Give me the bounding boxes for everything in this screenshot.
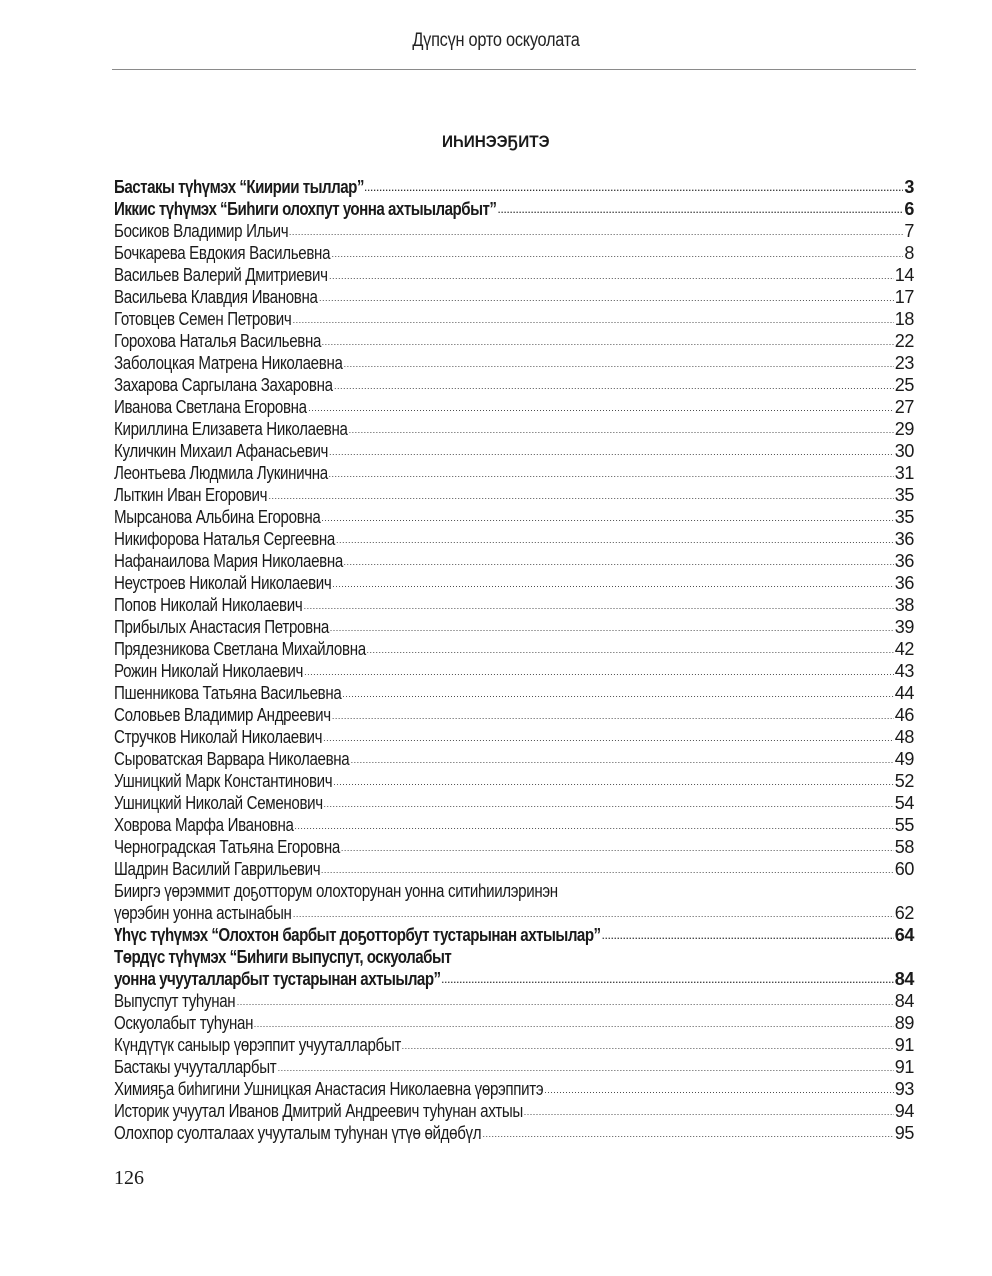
toc-entry[interactable] bbox=[114, 1012, 914, 1034]
toc-entry-title: Босиков Владимир Ильич bbox=[114, 221, 289, 241]
toc-entry-title: Ховрова Марфа Ивановна bbox=[114, 815, 294, 835]
toc-entry-page: 39 bbox=[894, 617, 914, 637]
toc-entry[interactable] bbox=[114, 880, 914, 902]
toc-entry-page: 18 bbox=[894, 309, 914, 329]
dot-leader bbox=[319, 287, 894, 309]
toc-entry-page: 36 bbox=[894, 529, 914, 549]
toc-entry[interactable] bbox=[114, 330, 914, 352]
toc-entry[interactable] bbox=[114, 484, 914, 506]
toc-entry-title: Ушницкий Марк Константинович bbox=[114, 771, 333, 791]
toc-entry[interactable] bbox=[114, 528, 914, 550]
toc-entry-title: Кириллина Елизавета Николаевна bbox=[114, 419, 348, 439]
dot-leader bbox=[323, 793, 893, 815]
dot-leader bbox=[293, 903, 894, 925]
toc-entry-title: Күндүтүк саныыр үөрэппит учууталларбыт bbox=[114, 1035, 401, 1055]
toc-entry[interactable] bbox=[114, 770, 914, 792]
toc-entry[interactable] bbox=[114, 792, 914, 814]
dot-leader bbox=[289, 221, 904, 243]
toc-entry-page: 38 bbox=[894, 595, 914, 615]
toc-entry-title: Оскуолабыт туһунан bbox=[114, 1013, 254, 1033]
dot-leader bbox=[441, 969, 893, 991]
toc-entry-title: Химияҕа биһигини Ушницкая Анастасия Николаевна үөрэппитэ bbox=[114, 1079, 544, 1099]
toc-entry-page: 84 bbox=[894, 969, 914, 989]
toc-entry-title: Готовцев Семен Петрович bbox=[114, 309, 292, 329]
toc-entry-page: 43 bbox=[894, 661, 914, 681]
toc-entry-page: 64 bbox=[894, 925, 914, 945]
toc-entry-page: 23 bbox=[894, 353, 914, 373]
toc-entry[interactable] bbox=[114, 176, 914, 198]
toc-entry-title: Төрдүс түһүмэх “Биһиги выпуспут, оскуолабыт bbox=[114, 947, 452, 967]
toc-entry[interactable] bbox=[114, 264, 914, 286]
dot-leader bbox=[304, 661, 894, 683]
toc-entry-title: Рожин Николай Николаевич bbox=[114, 661, 304, 681]
toc-entry-page: 36 bbox=[894, 573, 914, 593]
toc-entry-title: Лыткин Иван Егорович bbox=[114, 485, 268, 505]
toc-entry-page: 60 bbox=[894, 859, 914, 879]
toc-entry-title: Олохпор суолталаах учууталым туһунан үтүө өйдөбүл bbox=[114, 1123, 482, 1143]
toc-entry-page: 52 bbox=[894, 771, 914, 791]
dot-leader bbox=[602, 925, 894, 947]
dot-leader bbox=[341, 837, 894, 859]
toc-entry-title: Бочкарева Евдокия Васильевна bbox=[114, 243, 331, 263]
toc-entry[interactable] bbox=[114, 550, 914, 572]
toc-entry[interactable] bbox=[114, 594, 914, 616]
toc-entry[interactable] bbox=[114, 660, 914, 682]
toc-entry-page: 94 bbox=[894, 1101, 914, 1121]
dot-leader bbox=[544, 1079, 894, 1101]
toc-entry-page: 17 bbox=[894, 287, 914, 307]
dot-leader bbox=[482, 1123, 893, 1145]
toc-entry-page: 49 bbox=[894, 749, 914, 769]
toc-entry-title: Никифорова Наталья Сергеевна bbox=[114, 529, 335, 549]
toc-entry[interactable] bbox=[114, 374, 914, 396]
dot-leader bbox=[343, 551, 893, 573]
toc-entry-title: Куличкин Михаил Афанасьевич bbox=[114, 441, 329, 461]
dot-leader bbox=[321, 859, 894, 881]
toc-entry[interactable] bbox=[114, 506, 914, 528]
toc-entry[interactable] bbox=[114, 682, 914, 704]
toc-entry[interactable] bbox=[114, 902, 914, 924]
dot-leader bbox=[237, 991, 894, 1013]
dot-leader bbox=[344, 353, 894, 375]
toc-title bbox=[0, 132, 992, 152]
dot-leader bbox=[254, 1013, 894, 1035]
toc-entry[interactable] bbox=[114, 748, 914, 770]
toc-entry-title: Заболоцкая Матрена Николаевна bbox=[114, 353, 343, 373]
dot-leader bbox=[329, 265, 894, 287]
dot-leader bbox=[268, 485, 893, 507]
toc-title-text: ИҺИНЭЭҔИТЭ bbox=[442, 132, 550, 151]
toc-entry[interactable] bbox=[114, 396, 914, 418]
toc-entry[interactable] bbox=[114, 814, 914, 836]
toc-entry-title: Бииргэ үөрэммит доҕотторум олохторунан уонна ситиһиилэринэн bbox=[114, 881, 558, 901]
toc-entry-page: 44 bbox=[894, 683, 914, 703]
toc-entry-page: 93 bbox=[894, 1079, 914, 1099]
dot-leader bbox=[351, 749, 894, 771]
toc-entry-title: Васильева Клавдия Ивановна bbox=[114, 287, 318, 307]
dot-leader bbox=[323, 727, 894, 749]
page-number: 126 bbox=[114, 1167, 144, 1189]
toc-entry-page: 30 bbox=[894, 441, 914, 461]
toc-entry-page: 27 bbox=[894, 397, 914, 417]
toc-entry[interactable] bbox=[114, 726, 914, 748]
toc-entry-page: 35 bbox=[894, 507, 914, 527]
toc-entry[interactable] bbox=[114, 418, 914, 440]
toc-entry-page: 14 bbox=[894, 265, 914, 285]
toc-entry-page: 89 bbox=[894, 1013, 914, 1033]
toc-entry-page: 91 bbox=[894, 1035, 914, 1055]
toc-entry[interactable] bbox=[114, 1078, 914, 1100]
toc-entry-title: Сыроватская Варвара Николаевна bbox=[114, 749, 350, 769]
dot-leader bbox=[334, 375, 894, 397]
dot-leader bbox=[367, 639, 894, 661]
toc-entry-page: 48 bbox=[894, 727, 914, 747]
toc-entry-title: Прибылых Анастасия Петровна bbox=[114, 617, 329, 637]
toc-entry-page: 58 bbox=[894, 837, 914, 857]
dot-leader bbox=[332, 705, 894, 727]
dot-leader bbox=[402, 1035, 894, 1057]
toc-entry-title: Неустроев Николай Николаевич bbox=[114, 573, 332, 593]
toc-entry[interactable] bbox=[114, 1100, 914, 1122]
toc-entry-page: 91 bbox=[894, 1057, 914, 1077]
toc-entry[interactable] bbox=[114, 1056, 914, 1078]
toc-entry-page: 22 bbox=[894, 331, 914, 351]
toc-entry[interactable] bbox=[114, 1122, 914, 1144]
toc-entry-title: Горохова Наталья Васильевна bbox=[114, 331, 322, 351]
dot-leader bbox=[330, 617, 894, 639]
toc-entry-page: 62 bbox=[894, 903, 914, 923]
toc-entry-page: 95 bbox=[894, 1123, 914, 1143]
dot-leader bbox=[333, 771, 893, 793]
toc-entry-title: Захарова Саргылана Захаровна bbox=[114, 375, 333, 395]
toc-entry[interactable] bbox=[114, 572, 914, 594]
dot-leader bbox=[322, 331, 894, 353]
dot-leader bbox=[498, 199, 904, 221]
toc-entry-title: Прядезникова Светлана Михайловна bbox=[114, 639, 366, 659]
toc-entry-page: 7 bbox=[904, 221, 914, 241]
toc-entry-page: 6 bbox=[904, 199, 914, 219]
toc-entry-title: Соловьев Владимир Андреевич bbox=[114, 705, 331, 725]
toc-entry-page: 55 bbox=[894, 815, 914, 835]
toc-entry-title: Иванова Светлана Егоровна bbox=[114, 397, 307, 417]
toc-entry-page: 35 bbox=[894, 485, 914, 505]
toc-entry-title: Леонтьева Людмила Лукинична bbox=[114, 463, 328, 483]
dot-leader bbox=[524, 1101, 894, 1123]
header-divider bbox=[112, 69, 916, 70]
toc-entry-title: Васильев Валерий Дмитриевич bbox=[114, 265, 328, 285]
toc-entry[interactable] bbox=[114, 352, 914, 374]
toc-entry[interactable] bbox=[114, 704, 914, 726]
toc-entry[interactable] bbox=[114, 836, 914, 858]
toc-entry-title: Пшенникова Татьяна Васильевна bbox=[114, 683, 342, 703]
toc-entry[interactable] bbox=[114, 242, 914, 264]
dot-leader bbox=[321, 507, 893, 529]
dot-leader bbox=[336, 529, 894, 551]
toc-entry[interactable] bbox=[114, 924, 914, 946]
toc-entry[interactable] bbox=[114, 990, 914, 1012]
toc-entry[interactable] bbox=[114, 220, 914, 242]
toc-entry-title: Шадрин Василий Гаврильевич bbox=[114, 859, 321, 879]
toc-entry[interactable] bbox=[114, 462, 914, 484]
toc-entry-page: 29 bbox=[894, 419, 914, 439]
toc-entry[interactable] bbox=[114, 968, 914, 990]
toc-entry-title: Бастакы учууталларбыт bbox=[114, 1057, 277, 1077]
dot-leader bbox=[293, 309, 894, 331]
dot-leader bbox=[349, 419, 894, 441]
toc-entry[interactable] bbox=[114, 308, 914, 330]
toc-entry-title: Выпуспут туһунан bbox=[114, 991, 236, 1011]
dot-leader bbox=[304, 595, 894, 617]
toc-entry[interactable] bbox=[114, 638, 914, 660]
toc-entry-page: 25 bbox=[894, 375, 914, 395]
toc-entry-page: 36 bbox=[894, 551, 914, 571]
dot-leader bbox=[329, 441, 894, 463]
toc-entry[interactable] bbox=[114, 286, 914, 308]
toc-entry-title: Мырсанова Альбина Егоровна bbox=[114, 507, 321, 527]
toc-entry-title: Стручков Николай Николаевич bbox=[114, 727, 323, 747]
toc-entry-page: 42 bbox=[894, 639, 914, 659]
toc-entry[interactable] bbox=[114, 616, 914, 638]
dot-leader bbox=[294, 815, 893, 837]
dot-leader bbox=[342, 683, 893, 705]
toc-entry-title: үөрэбин уонна астынабын bbox=[114, 903, 292, 923]
toc-entry-title: Черноградская Татьяна Егоровна bbox=[114, 837, 340, 857]
toc-entry-page: 3 bbox=[904, 177, 914, 197]
toc-entry[interactable] bbox=[114, 858, 914, 880]
toc-entry[interactable] bbox=[114, 198, 914, 220]
toc-entry-title: уонна учууталларбыт тустарынан ахтыылар” bbox=[114, 969, 441, 989]
toc-entry-title: Попов Николай Николаевич bbox=[114, 595, 303, 615]
toc-entry-title: Ушницкий Николай Семенович bbox=[114, 793, 323, 813]
table-of-contents bbox=[114, 176, 914, 1144]
toc-entry-page: 31 bbox=[894, 463, 914, 483]
dot-leader bbox=[308, 397, 894, 419]
toc-entry[interactable] bbox=[114, 1034, 914, 1056]
toc-entry-page: 46 bbox=[894, 705, 914, 725]
dot-leader bbox=[364, 177, 903, 199]
toc-entry[interactable] bbox=[114, 440, 914, 462]
toc-entry-title: Нафанаилова Мария Николаевна bbox=[114, 551, 343, 571]
running-header: Дүпсүн орто оскуолата bbox=[412, 30, 580, 51]
dot-leader bbox=[332, 573, 894, 595]
toc-entry-page: 54 bbox=[894, 793, 914, 813]
toc-entry[interactable] bbox=[114, 946, 914, 968]
toc-entry-title: Иккис түһүмэх “Биһиги олохпут уонна ахтыыларбыт” bbox=[114, 199, 497, 219]
toc-entry-page: 8 bbox=[904, 243, 914, 263]
toc-entry-title: Историк учуутал Иванов Дмитрий Андреевич туһунан ахтыы bbox=[114, 1101, 523, 1121]
toc-entry-page: 84 bbox=[894, 991, 914, 1011]
dot-leader bbox=[329, 463, 894, 485]
dot-leader bbox=[278, 1057, 894, 1079]
toc-entry-title: Үһүс түһүмэх “Олохтон барбыт доҕотторбут тустарынан ахтыылар” bbox=[114, 925, 601, 945]
toc-entry-title: Бастакы түһүмэх “Киирии тыллар” bbox=[114, 177, 364, 197]
dot-leader bbox=[331, 243, 903, 265]
